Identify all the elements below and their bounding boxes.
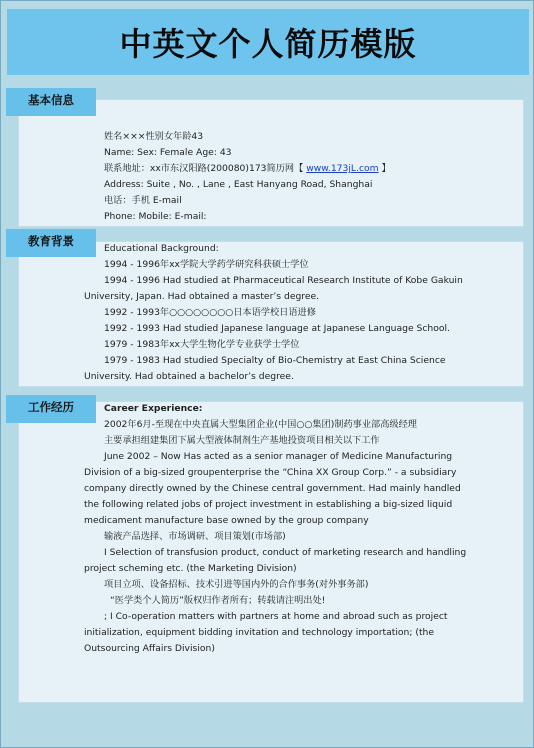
work-item-text: ; I Co-operation matters with partners at home and abroad such as project initialization, equipment bidding invitation and technology importation; (the Outsourcing Affairs Division) — [84, 611, 448, 654]
education-item: 1979 - 1983年xx大学生物化学专业获学士学位 — [104, 339, 300, 350]
address-line-cn — [84, 161, 476, 177]
work-item-text: I Selection of transfusion product, conduct of marketing research and handling project scheming etc. (the Marketing Division) — [84, 547, 467, 574]
phone-line-cn: 电话：手机 E-mail — [104, 195, 182, 206]
basic-info-tab: 基本信息 — [6, 88, 96, 116]
education-heading: Educational Background: — [104, 243, 219, 254]
work-item-text: June 2002 – Now Has acted as a senior manager of Medicine Manufacturing Division of a big-sized groupenterprise the “China XX Group Corp.” - a subsidiary company directly owned by the Chinese central government. Had mainly handled the following related jobs of project investment in establishing a big-sized liquid medicament manufacture base owned by the group company — [84, 451, 461, 526]
education-item — [84, 273, 476, 305]
education-item: 1992 - 1993 Had studied Japanese language at Japanese Language School. — [104, 323, 450, 334]
title-banner — [7, 9, 529, 75]
work-heading: Career Experience: — [104, 403, 203, 414]
work-item — [84, 545, 476, 577]
work-item: “医学类个人简历”版权归作者所有；转载请注明出处! — [110, 595, 326, 606]
education-item-text: 1994 - 1996 Had studied at Pharmaceutical Research Institute of Kobe Gakuin University, Japan. Had obtained a master’s degree. — [84, 275, 463, 302]
education-item: 1994 - 1996年xx学院大学药学研究科获硕士学位 — [104, 259, 309, 270]
name-line-en: Name: Sex: Female Age: 43 — [104, 147, 232, 158]
education-item — [84, 353, 476, 385]
phone-line-en: Phone: Mobile: E-mail: — [104, 211, 207, 222]
work-text — [84, 401, 476, 657]
work-item — [84, 609, 476, 657]
work-item: 输液产品选择、市场调研、项目策划(市场部) — [104, 531, 286, 542]
education-tab: 教育背景 — [6, 229, 96, 257]
work-item — [84, 449, 476, 529]
website-link[interactable]: www.173jL.com — [306, 163, 379, 174]
address-cn-text: 联系地址：xx市东汉阳路(200080)173简历网【 — [104, 163, 307, 174]
work-item: 项目立项、设备招标、技术引进等国内外的合作事务(对外事务部) — [104, 579, 369, 590]
address-cn-suffix: 】 — [378, 163, 391, 174]
work-item: 主要承担组建集团下属大型液体制剂生产基地投资项目相关以下工作 — [104, 435, 380, 446]
work-tab: 工作经历 — [6, 395, 96, 423]
work-item: 2002年6月-至现在中央直属大型集团企业(中国○○集团)制药事业部高级经理 — [104, 419, 417, 430]
education-text — [84, 241, 476, 385]
education-item-text: 1979 - 1983 Had studied Specialty of Bio-Chemistry at East China Science University. Had obtained a bachelor’s degree. — [84, 355, 446, 382]
name-line-cn: 姓名×××性别女年龄43 — [104, 131, 204, 142]
address-line-en: Address: Suite , No. , Lane , East Hanyang Road, Shanghai — [104, 179, 373, 190]
basic-info-text — [84, 129, 476, 225]
page-title: 中英文个人简历模版 — [119, 25, 417, 63]
education-item: 1992 - 1993年○○○○○○○○日本语学校日语进修 — [104, 307, 316, 318]
